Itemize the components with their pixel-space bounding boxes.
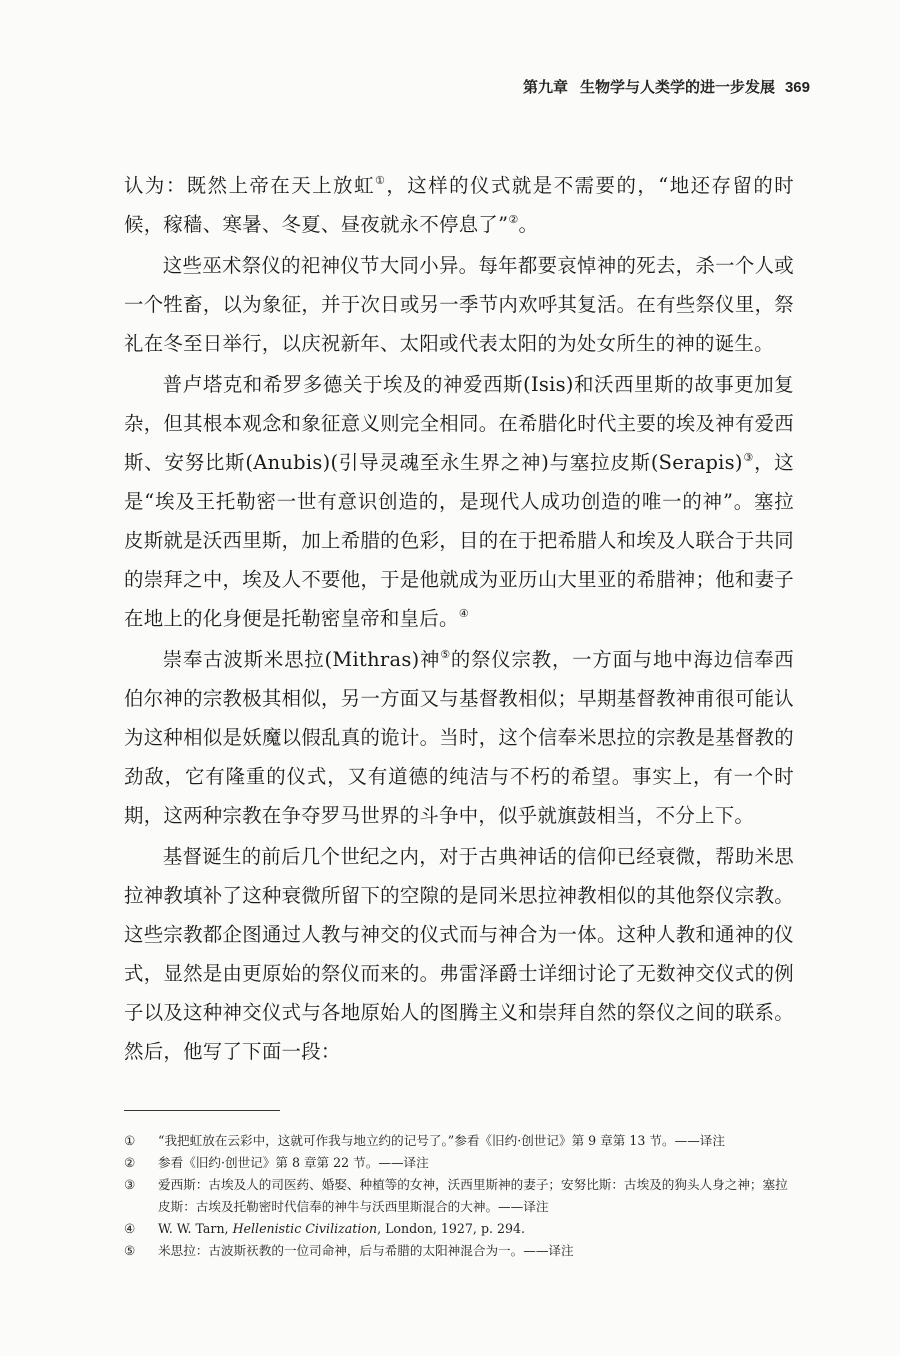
paragraph-4: [124, 640, 794, 835]
footnote-mark: ③: [124, 1177, 136, 1192]
paragraph-3: [124, 365, 794, 638]
paragraph-3-part-1: 普卢塔克和希罗多德关于埃及的神爱西斯(Isis)和沃西里斯的故事更加复杂，但其根本观念和象征意义则完全相同。在希腊化时代主要的埃及神有爱西斯、安努比斯(Anubis)(引导灵魂至永生界之神)与塞拉皮斯(Serapis): [124, 373, 794, 474]
paragraph-4-part-2: 的祭仪宗教，一方面与地中海边信奉西伯尔神的宗教极其相似，另一方面又与基督教相似；早期基督教神甫很可能认为这种相似是妖魔以假乱真的诡计。当时，这个信奉米思拉的宗教是基督教的劲敌，它有隆重的仪式，又有道德的纯洁与不朽的希望。事实上，有一个时期，这两种宗教在争夺罗马世界的斗争中，似乎就旗鼓相当，不分上下。: [124, 648, 794, 827]
page-number: 369: [784, 79, 810, 96]
paragraph-1-part-2: ，这样的仪式就是不需要的，“地还存留的时候，稼穑、寒暑、冬夏、昼夜就永不停息了”: [124, 174, 794, 236]
paragraph-3-part-2: ，这是“埃及王托勒密一世有意识创造的，是现代人成功创造的唯一的神”。塞拉皮斯就是沃西里斯，加上希腊的色彩，目的在于把希腊人和埃及人联合于共同的崇拜之中，埃及人不要他，于是他就成为亚历山大里亚的希腊神；他和妻子在地上的化身便是托勒密皇帝和皇后。: [124, 451, 794, 630]
footnote-2: [124, 1152, 794, 1174]
footnotes: [124, 1130, 794, 1262]
footnote-book-title: Hellenistic Civilization: [232, 1221, 378, 1236]
footnote-ref-3: ③: [742, 451, 755, 464]
footnote-ref-2: ②: [508, 213, 519, 226]
paragraph-1-part-1: 认为：既然上帝在天上放虹: [124, 174, 375, 197]
main-text: [124, 166, 794, 1073]
chapter-label: 第九章: [522, 78, 568, 96]
footnote-mark: ④: [124, 1221, 136, 1236]
footnote-3: [124, 1174, 794, 1218]
footnote-text-before: W. W. Tarn,: [158, 1221, 233, 1236]
footnote-text-after: , London, 1927, p. 294.: [377, 1221, 526, 1236]
footnote-ref-5: ⑤: [440, 648, 451, 661]
footnote-1: [124, 1130, 794, 1152]
footnote-ref-4: ④: [458, 607, 469, 620]
running-header: [523, 76, 810, 97]
footnote-text: “我把虹放在云彩中，这就可作我与地立约的记号了。”参看《旧约·创世记》第 9 章第 13 节。——译注: [158, 1133, 725, 1148]
footnote-ref-1: ①: [374, 174, 387, 187]
footnote-text: 爱西斯：古埃及人的司医药、婚娶、种植等的女神，沃西里斯神的妻子；安努比斯：古埃及的狗头人身之神；塞拉皮斯：古埃及托勒密时代信奉的神牛与沃西里斯混合的大神。——译注: [158, 1177, 788, 1214]
paragraph-5: 基督诞生的前后几个世纪之内，对于古典神话的信仰已经衰微，帮助米思拉神教填补了这种衰微所留下的空隙的是同米思拉神教相似的其他祭仪宗教。这些宗教都企图通过人教与神交的仪式而与神合为一体。这种人教和通神的仪式，显然是由更原始的祭仪而来的。弗雷泽爵士详细讨论了无数神交仪式的例子以及这种神交仪式与各地原始人的图腾主义和崇拜自然的祭仪之间的联系。然后，他写了下面一段：: [124, 845, 794, 1063]
footnote-text: 参看《旧约·创世记》第 8 章第 22 节。——译注: [158, 1155, 429, 1170]
footnote-4: [124, 1218, 794, 1240]
paragraph-4-part-1: 崇奉古波斯米思拉(Mithras)神: [162, 648, 441, 671]
paragraph-2: 这些巫术祭仪的祀神仪节大同小异。每年都要哀悼神的死去，杀一个人或一个牲畜，以为象征，并于次日或另一季节内欢呼其复活。在有些祭仪里，祭礼在冬至日举行，以庆祝新年、太阳或代表太阳的为处女所生的神的诞生。: [124, 254, 794, 355]
paragraph-1: [124, 166, 794, 244]
footnote-mark: ⑤: [124, 1243, 136, 1258]
chapter-title: 生物学与人类学的进一步发展: [579, 78, 775, 96]
footnote-divider: [124, 1110, 280, 1111]
paragraph-1-part-3: 。: [518, 213, 539, 236]
footnote-5: [124, 1240, 794, 1262]
footnote-mark: ①: [124, 1133, 136, 1148]
footnote-mark: ②: [124, 1155, 136, 1170]
footnote-text: 米思拉：古波斯祆教的一位司命神，后与希腊的太阳神混合为一。——译注: [158, 1243, 574, 1258]
